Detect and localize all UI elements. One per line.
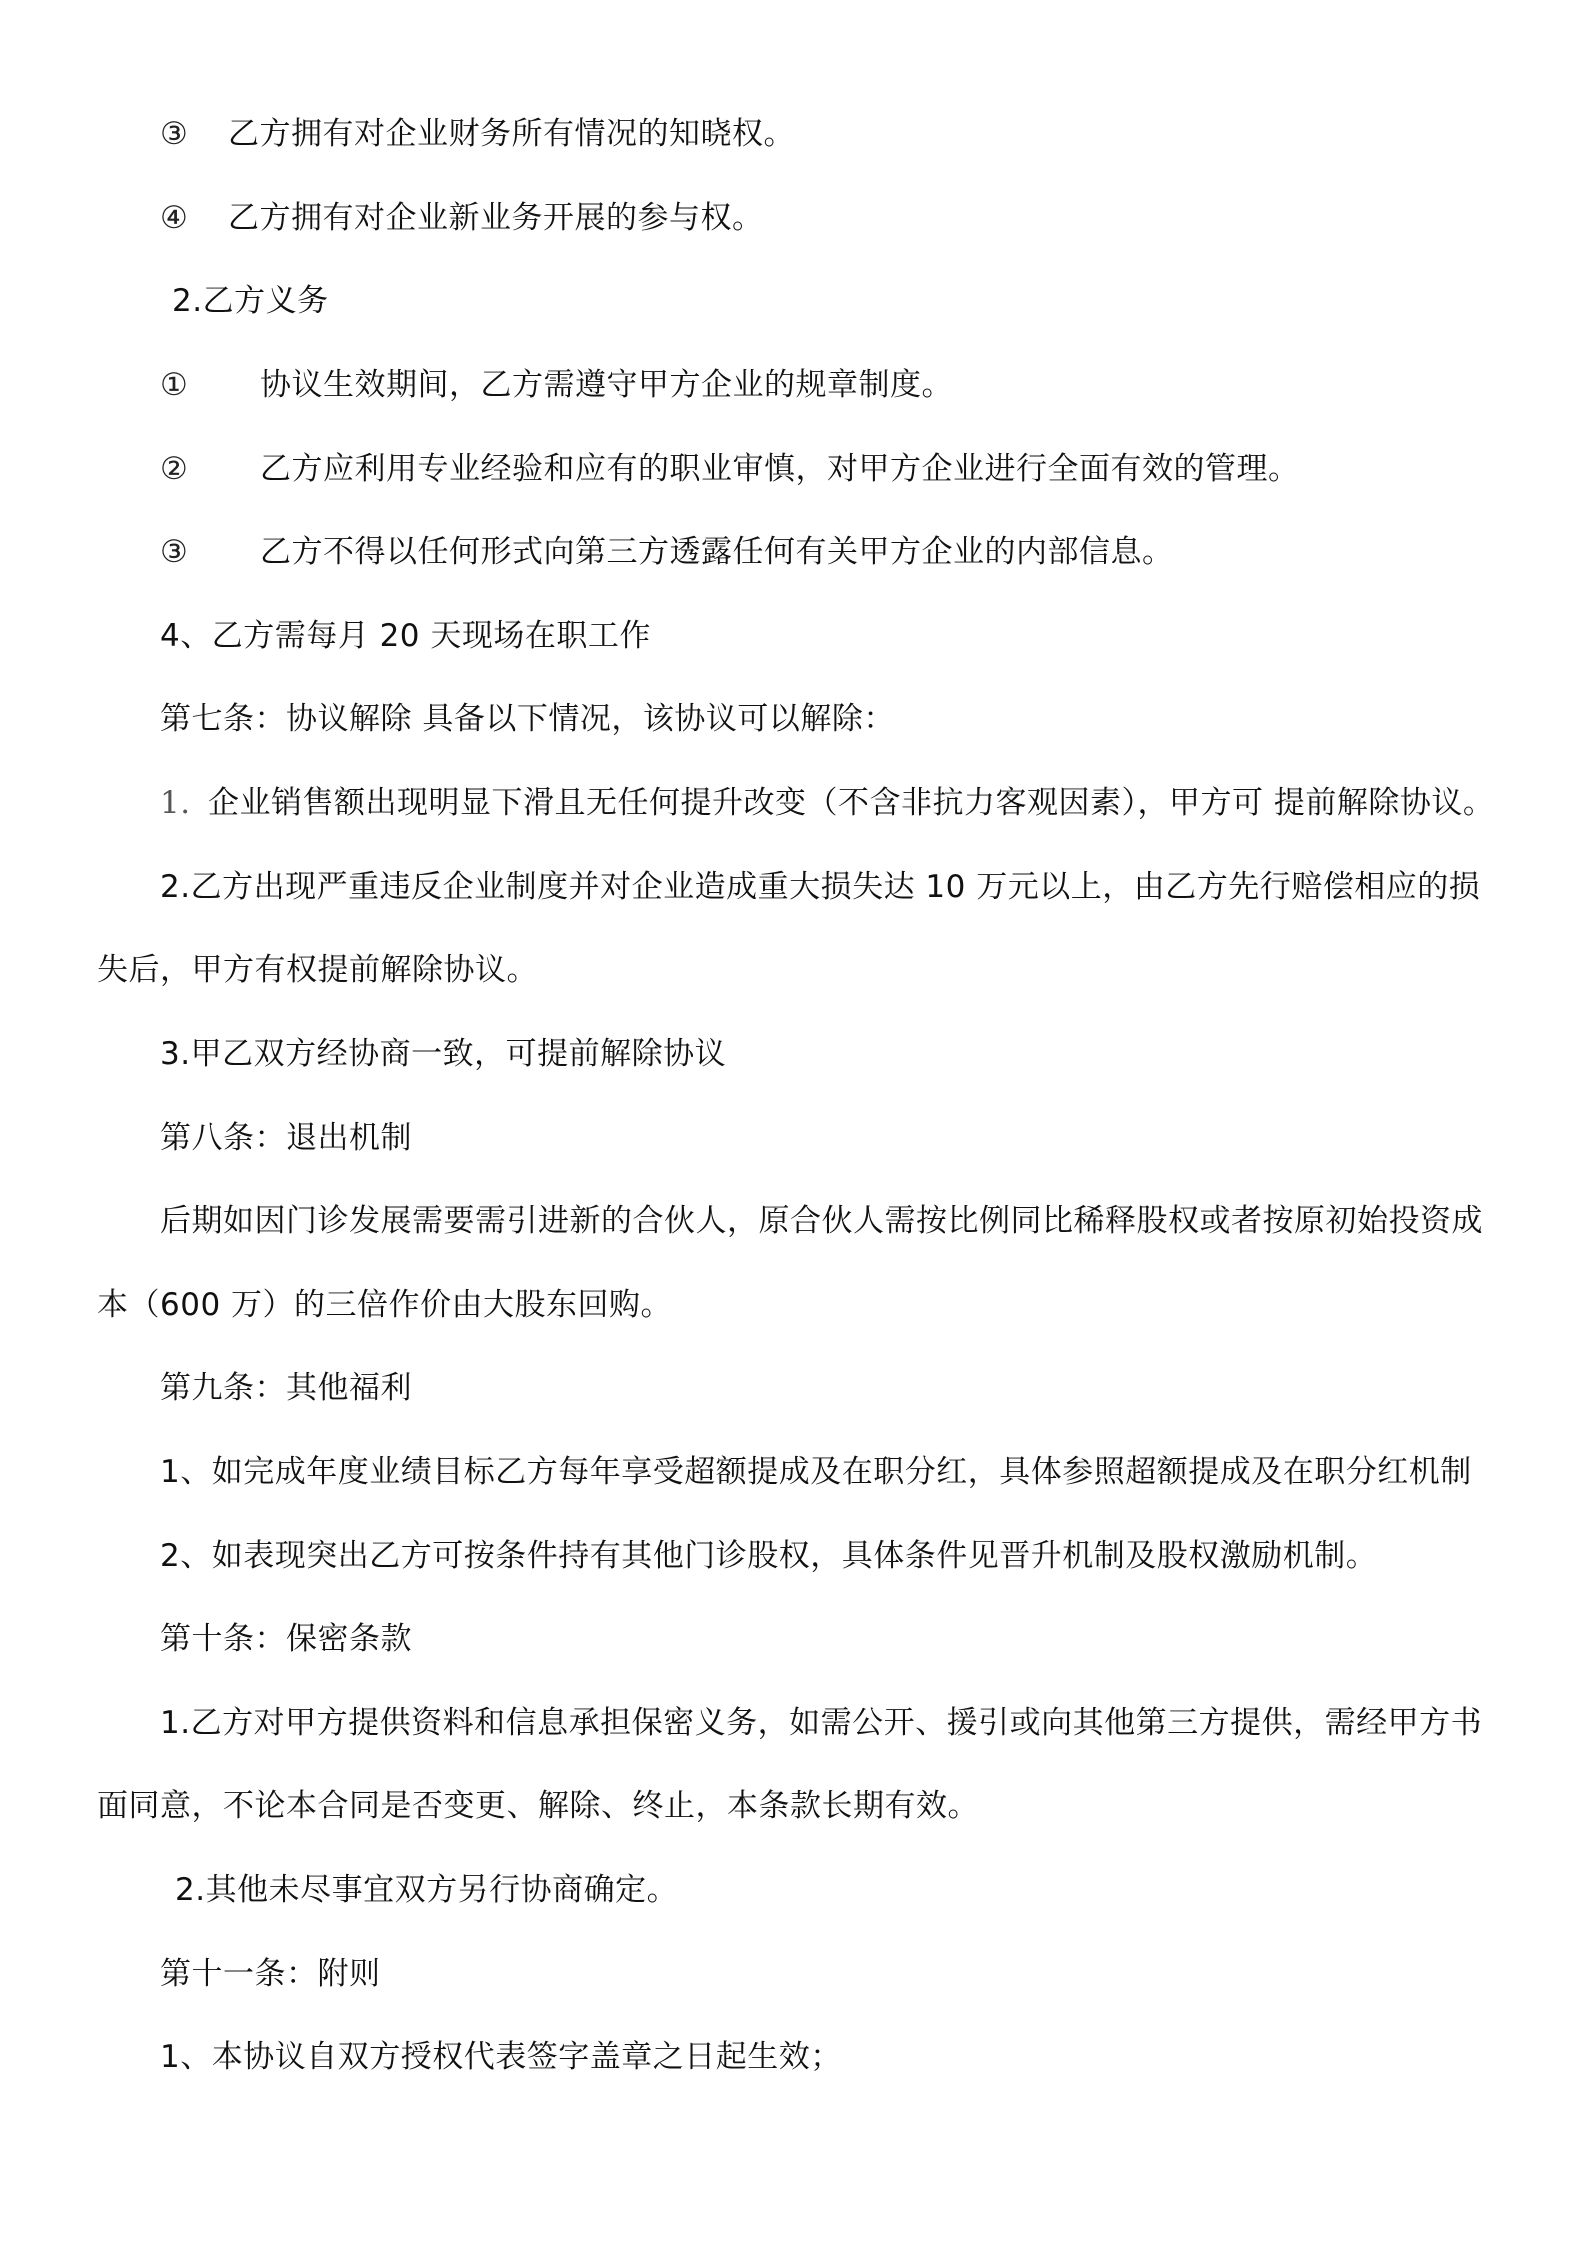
line-text: 后期如因门诊发展需要需引进新的合伙人，原合伙人需按比例同比稀释股权或者按原初始投资成 <box>160 1203 1483 1239</box>
text-line <box>160 867 1480 907</box>
list-marker: ① <box>160 367 189 403</box>
line-text: 本（600 万）的三倍作价由大股东回购。 <box>97 1287 673 1323</box>
line-text: 乙方拥有对企业财务所有情况的知晓权。 <box>228 116 795 152</box>
line-text: 1、本协议自双方授权代表签字盖章之日起生效； <box>160 2039 842 2075</box>
text-line <box>160 1703 1482 1743</box>
list-marker: ② <box>160 451 189 487</box>
text-line <box>160 1452 1472 1492</box>
article-heading <box>160 1954 381 1994</box>
text-line <box>160 616 651 656</box>
list-marker: 1. <box>160 785 191 821</box>
article-heading <box>160 1619 412 1659</box>
line-text: 第十一条：附则 <box>160 1956 381 1992</box>
text-line <box>97 1285 672 1325</box>
text-line <box>97 1786 979 1826</box>
text-line <box>160 1201 1483 1241</box>
line-text: 3.甲乙双方经协商一致，可提前解除协议 <box>160 1036 727 1072</box>
section-heading <box>172 281 329 321</box>
line-text: 乙方不得以任何形式向第三方透露任何有关甲方企业的内部信息。 <box>260 534 1174 570</box>
line-text: 乙方应利用专业经验和应有的职业审慎，对甲方企业进行全面有效的管理。 <box>260 451 1300 487</box>
list-marker: ③ <box>160 534 189 570</box>
line-text: 1.乙方对甲方提供资料和信息承担保密义务，如需公开、援引或向其他第三方提供，需经甲方书 <box>160 1705 1483 1741</box>
text-line <box>97 950 538 990</box>
text-line <box>160 783 1494 823</box>
line-text: 4、乙方需每月 20 天现场在职工作 <box>160 618 651 654</box>
text-line <box>160 114 795 154</box>
line-text: 乙方拥有对企业新业务开展的参与权。 <box>228 200 764 236</box>
line-text: 第八条：退出机制 <box>160 1120 412 1156</box>
article-heading <box>160 1118 412 1158</box>
line-text: 面同意，不论本合同是否变更、解除、终止，本条款长期有效。 <box>97 1788 979 1824</box>
text-line <box>175 1870 678 1910</box>
line-text: 1、如完成年度业绩目标乙方每年享受超额提成及在职分红，具体参照超额提成及在职分红机制 <box>160 1454 1472 1490</box>
text-line <box>160 365 953 405</box>
line-text: 2.乙方义务 <box>172 283 329 319</box>
article-heading <box>160 699 895 739</box>
line-text: 2.乙方出现严重违反企业制度并对企业造成重大损失达 10 万元以上，由乙方先行赔偿相应的损 <box>160 869 1481 905</box>
line-text: 第十条：保密条款 <box>160 1621 412 1657</box>
line-text: 失后，甲方有权提前解除协议。 <box>97 952 538 988</box>
text-line <box>160 198 764 238</box>
list-marker: ③ <box>160 116 189 152</box>
text-line <box>160 1034 726 1074</box>
line-text: 企业销售额出现明显下滑且无任何提升改变（不含非抗力客观因素），甲方可 提前解除协议。 <box>208 785 1495 821</box>
article-heading <box>160 1368 412 1408</box>
line-text: 协议生效期间，乙方需遵守甲方企业的规章制度。 <box>260 367 953 403</box>
line-text: 2、如表现突出乙方可按条件持有其他门诊股权，具体条件见晋升机制及股权激励机制。 <box>160 1538 1378 1574</box>
text-line <box>160 1536 1377 1576</box>
line-text: 第七条：协议解除 具备以下情况，该协议可以解除： <box>160 701 895 737</box>
line-text: 2.其他未尽事宜双方另行协商确定。 <box>175 1872 679 1908</box>
text-line <box>160 532 1174 572</box>
list-marker: ④ <box>160 200 189 236</box>
text-line <box>160 449 1300 489</box>
text-line <box>160 2037 842 2077</box>
line-text: 第九条：其他福利 <box>160 1370 412 1406</box>
